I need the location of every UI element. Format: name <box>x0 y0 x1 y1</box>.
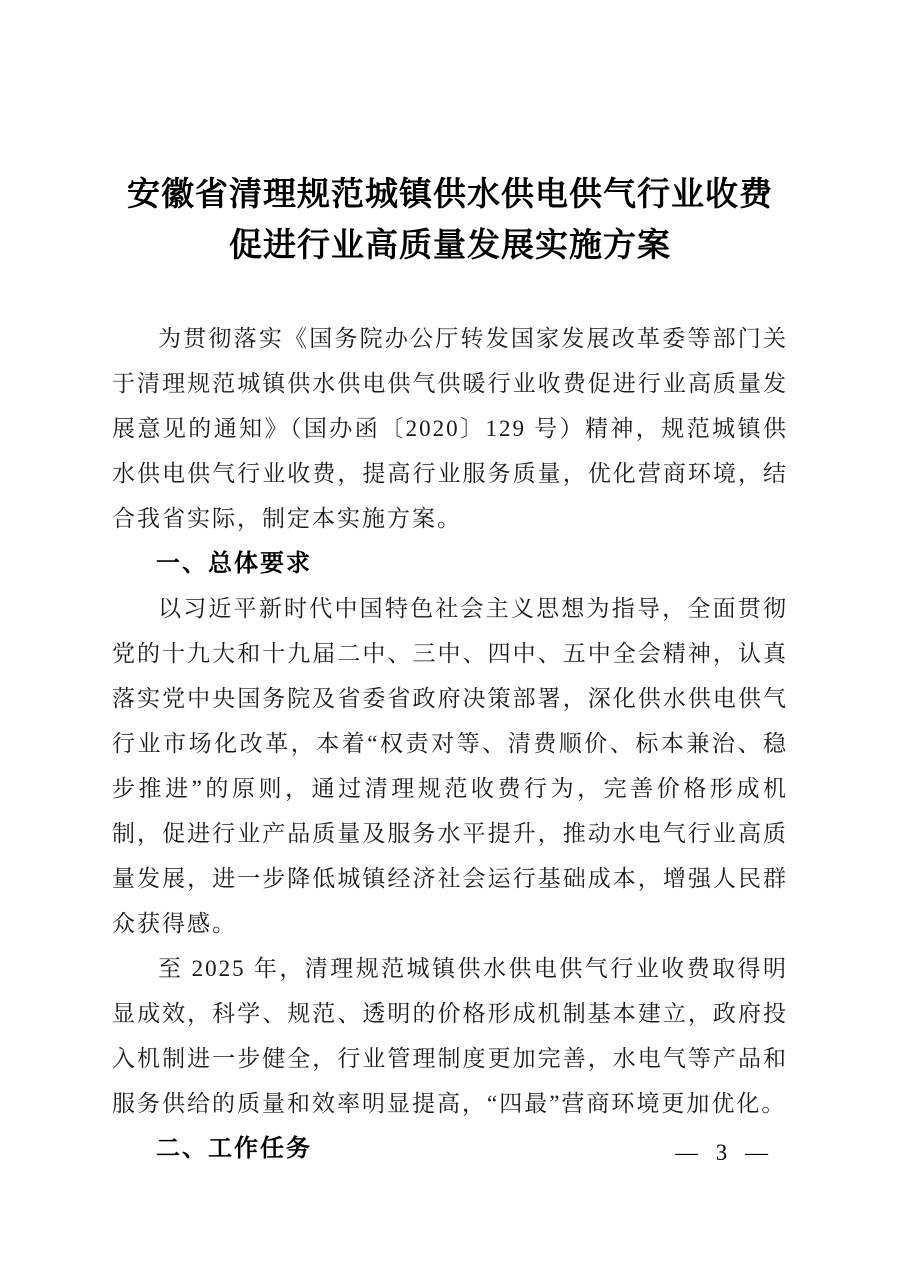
document-title-line2: 促进行业高质量发展实施方案 <box>229 228 671 264</box>
document-title <box>112 170 788 272</box>
intro-paragraph: 为贯彻落实《国务院办公厅转发国家发展改革委等部门关于清理规范城镇供水供电供气供暖行业收费促进行业高质量发展意见的通知》（国办函〔2020〕129 号）精神，规范城镇供水供电供气行业收费，提高行业服务质量，优化营商环境，结合我省实际，制定本实施方案。 <box>112 326 788 531</box>
section1-heading: 一、总体要求 <box>156 550 312 577</box>
section1-paragraph-guiding-ideology: 以习近平新时代中国特色社会主义思想为指导，全面贯彻党的十九大和十九届二中、三中、四中、五中全会精神，认真落实党中央国务院及省委省政府决策部署，深化供水供电供气行业市场化改革，本着“权责对等、清费顺价、标本兼治、稳步推进”的原则，通过清理规范收费行为，完善价格形成机制，促进行业产品质量及服务水平提升，推动水电气行业高质量发展，进一步降低城镇经济社会运行基础成本，增强人民群众获得感。 <box>112 596 788 936</box>
page-number: — 3 — <box>675 1140 774 1165</box>
document-title-line1: 安徽省清理规范城镇供水供电供气行业收费 <box>127 177 773 213</box>
section2-heading: 二、工作任务 <box>156 1135 312 1162</box>
section1-paragraph-2025-goals: 至 2025 年，清理规范城镇供水供电供气行业收费取得明显成效，科学、规范、透明的价格形成机制基本建立，政府投入机制进一步健全，行业管理制度更加完善，水电气等产品和服务供给的质量和效率明显提高，“四最”营商环境更加优化。 <box>112 956 788 1116</box>
